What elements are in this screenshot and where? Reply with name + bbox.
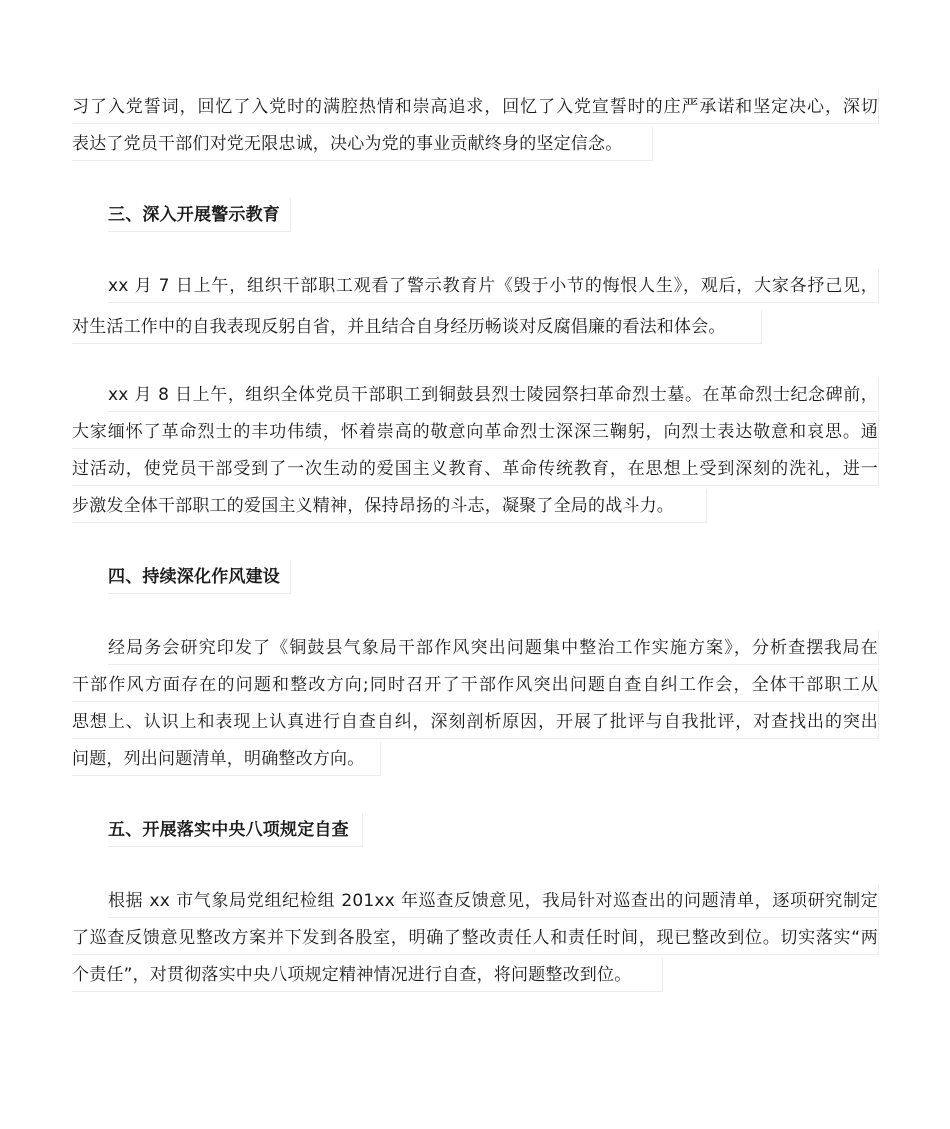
paragraph-line: xx 月 7 日上午，组织干部职工观看了警示教育片《毁于小节的悔恨人生》，观后，大家各抒己见， — [108, 269, 879, 303]
paragraph-line: 问题，列出问题清单，明确整改方向。 — [72, 742, 381, 776]
section-heading: 四、持续深化作风建设 — [108, 560, 291, 594]
paragraph-line: 表达了党员干部们对党无限忠诚，决心为党的事业贡献终身的坚定信念。 — [72, 127, 653, 161]
paragraph-line: 干部作风方面存在的问题和整改方向;同时召开了干部作风突出问题自查自纠工作会，全体干部职工从 — [72, 668, 879, 702]
paragraph-line: 对生活工作中的自我表现反躬自省，并且结合自身经历畅谈对反腐倡廉的看法和体会。 — [72, 310, 762, 344]
paragraph-line: 习了入党誓词，回忆了入党时的满腔热情和崇高追求，回忆了入党宣誓时的庄严承诺和坚定决心，深切 — [72, 90, 879, 124]
paragraph-line: 个责任”，对贯彻落实中央八项规定精神情况进行自查，将问题整改到位。 — [72, 958, 663, 992]
section-heading: 三、深入开展警示教育 — [108, 198, 291, 232]
paragraph-line: xx 月 8 日上午，组织全体党员干部职工到铜鼓县烈士陵园祭扫革命烈士墓。在革命烈士纪念碑前， — [108, 378, 879, 412]
paragraph-line: 经局务会研究印发了《铜鼓县气象局干部作风突出问题集中整治工作实施方案》，分析查摆我局在 — [108, 631, 879, 665]
paragraph-line: 步激发全体干部职工的爱国主义精神，保持昂扬的斗志，凝聚了全局的战斗力。 — [72, 489, 707, 523]
paragraph-line: 过活动，使党员干部受到了一次生动的爱国主义教育、革命传统教育，在思想上受到深刻的洗礼，进一 — [72, 452, 879, 486]
section-heading: 五、开展落实中央八项规定自查 — [108, 813, 363, 847]
paragraph-line: 大家缅怀了革命烈士的丰功伟绩，怀着崇高的敬意向革命烈士深深三鞠躬，向烈士表达敬意和哀思。通 — [72, 415, 879, 449]
paragraph-line: 了巡查反馈意见整改方案并下发到各股室，明确了整改责任人和责任时间，现已整改到位。切实落实“两 — [72, 921, 879, 955]
paragraph-line: 根据 xx 市气象局党组纪检组 201xx 年巡查反馈意见，我局针对巡查出的问题清单，逐项研究制定 — [108, 884, 879, 918]
paragraph-line: 思想上、认识上和表现上认真进行自查自纠，深刻剖析原因，开展了批评与自我批评，对查找出的突出 — [72, 705, 879, 739]
